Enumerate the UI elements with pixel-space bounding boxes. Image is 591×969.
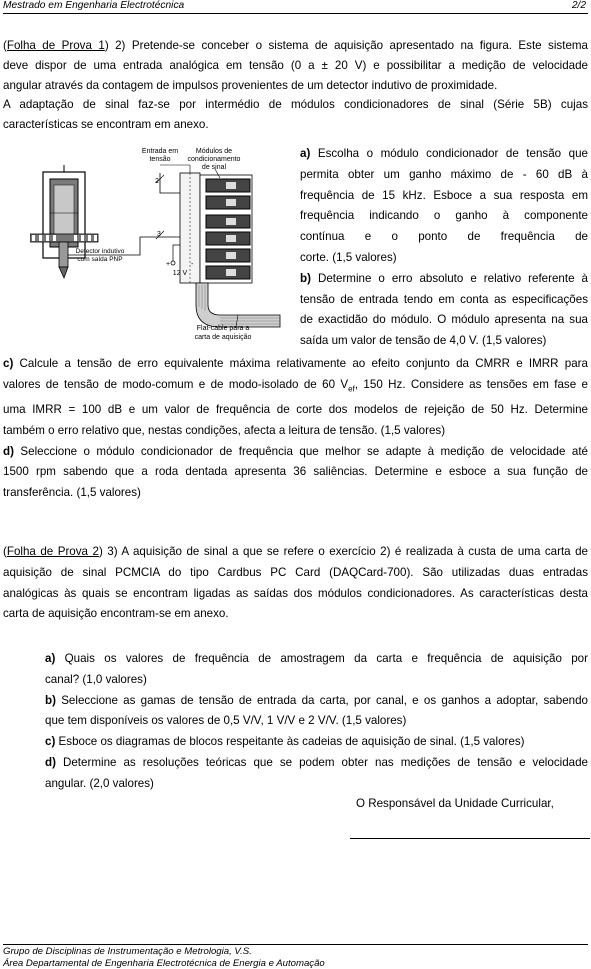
svg-text:tensão: tensão (149, 156, 171, 163)
detector-label: Detector indutivo (75, 248, 125, 255)
plus-label: + (166, 261, 171, 268)
q2-line-4: A adaptação de sinal faz-se por intermédio de módulos condicionadores de sinal (Série 5B) cujas (3, 98, 588, 112)
page-header (3, 0, 588, 14)
svg-text:condicionamento: condicionamento (187, 156, 241, 163)
footer-line-2: Área Departamental de Engenharia Electrotécnica de Energia e Automação (3, 957, 325, 969)
page-footer (3, 944, 588, 969)
question-2d: d) Seleccione o módulo condicionador de frequência que melhor se adapte à medição de velocidade até (3, 444, 588, 458)
question-2-intro (3, 36, 588, 135)
channel-3-label: 3 (157, 231, 161, 238)
question-2a: a) Escolha o módulo condicionador de tensão que permita obter um ganho máximo de - 60 dB à frequência de 15 kHz. Esboce a sua resposta em frequência indicando o ganho à componente contínua e o ponto de frequência de corte. (1,5 valores) b) Determine o erro absoluto e relativo referente à tensão de entrada tendo em conta as especificações de exactidão do módulo. O módulo apresenta na sua saída um valor de tensão de 4,0 V. (1,5 valores) (300, 147, 588, 348)
supply-label: 12 V (172, 270, 188, 277)
q2-line-1: (Folha de Prova 1) 2) Pretende-se conceber o sistema de aquisição apresentado na figura. Este sistema (3, 39, 589, 52)
svg-text:com saída PNP: com saída PNP (77, 256, 123, 263)
minus-label: - (191, 261, 194, 268)
q2-line-2: deve dispor de uma entrada analógica em tensão (0 a ± 20 V) e possibilitar a medição de velocidade (3, 58, 588, 72)
question-3-parts: a) Quais os valores de frequência de amostragem da carta e frequência de aquisição por canal? (1,0 valores) b) Seleccione as gamas de tensão de entrada da carta, por canal, e os ganhos a adoptar, sabendo que tem disponíveis os valores de 0,5 V/V, 1 V/V e 2 V/V. (1,5 valores) c) Esboce os diagramas de blocos respeitante às cadeias de aquisição de sinal. (1,5 valores) d) Determine as resoluções teóricas que se podem obter nas medições de tensão e velocidade angular. (2,0 valores) (45, 649, 588, 795)
signature-line (350, 838, 590, 839)
question-3c: c) Esboce os diagramas de blocos respeitante às cadeias de aquisição de sinal. (1,5 valores) (45, 735, 525, 749)
question-2c-2d: c) Calcule a tensão de erro equivalente máxima relativamente ao efeito conjunto da CMRR e IMRR para valores de tensão de modo-comum e de modo-isolado de 60 $V_{ef}$, 150 Hz. Considere as tensões em fase e uma IMRR = 100 dB e um valor de frequência de corte dos modelos de rejeição de 50 Hz. Determine também o erro relativo que, nestas condições, afecta a leitura de tensão. (1,5 valores) d) Seleccione o módulo condicionador de frequência que melhor se adapte à medição de velocidade até 1500 rpm sabendo que a roda dentada apresenta 36 saliências. Determine e esboce a sua função de transferência. (1,5 valores) (3, 354, 588, 504)
voltage-input-label: Entrada em (141, 148, 179, 155)
flat-cable-label: Flat-cable para a (196, 325, 250, 332)
channel-2-label: 2 (155, 178, 159, 185)
question-3a: a) Quais os valores de frequência de amostragem da carta e frequência de aquisição por (45, 652, 588, 665)
question-3-intro: (Folha de Prova 2) 3) A aquisição de sinal a que se refere o exercício 2) é realizada à custa de uma carta de aquisição de sinal PCMCIA do tipo Cardbus PC Card (DAQCard-700). São utilizadas duas entradas analógicas às quais se encontram ligadas as saídas dos módulos condicionadores. As características desta carta de aquisição encontram-se em anexo. (3, 545, 589, 621)
q2-line-5: características se encontram em anexo. (3, 118, 209, 132)
svg-text:de sinal: de sinal (201, 164, 227, 171)
question-3d: d) Determine as resoluções teóricas que se podem obter nas medições de tensão e velocidade (45, 755, 588, 769)
question-2c: c) Calcule a tensão de erro equivalente máxima relativamente ao efeito conjunto da CMRR e IMRR para (3, 357, 588, 370)
q2-line-3: angular através da contagem de impulsos provenientes de um detector indutivo de proximidade. (3, 78, 498, 92)
question-3b: b) Seleccione as gamas de tensão de entrada da carta, por canal, e os ganhos a adoptar, sabendo (45, 693, 588, 707)
acquisition-system-figure (30, 145, 292, 345)
terminal-plus (171, 261, 175, 265)
header-title: Mestrado em Engenharia Electrotécnica (3, 0, 185, 11)
flat-cable (196, 283, 280, 327)
footer-line-1: Grupo de Disciplinas de Instrumentação e Metrologia, V.S. (3, 946, 252, 957)
question-2b: b) Determine o erro absoluto e relativo referente à (300, 271, 588, 285)
svg-text:carta de aquisição: carta de aquisição (194, 334, 252, 341)
proximity-probe (59, 242, 68, 267)
q2-ref: Folha de Prova 1 (6, 39, 105, 52)
q3-ref: Folha de Prova 2 (6, 545, 99, 558)
page-number: 2/2 (571, 0, 586, 11)
signature-label: O Responsável da Unidade Curricular, (356, 797, 554, 810)
modules-label: Módulos de (195, 148, 233, 155)
